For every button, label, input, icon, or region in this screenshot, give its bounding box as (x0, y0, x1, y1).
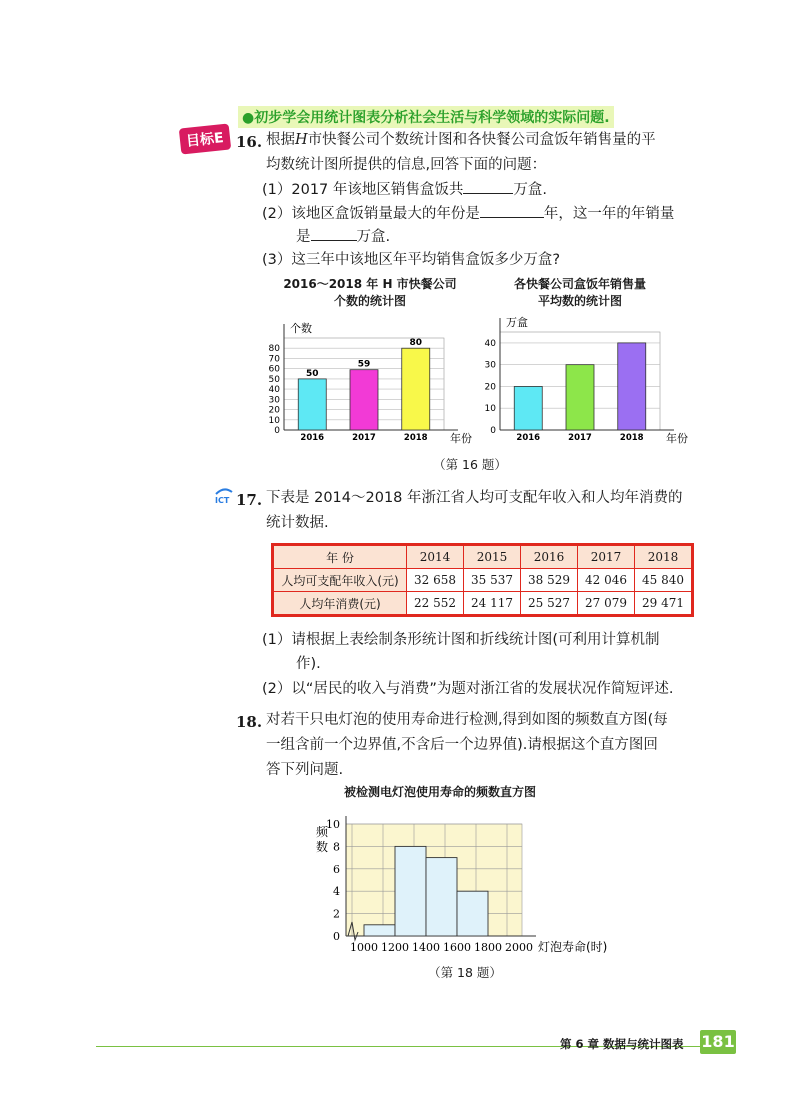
bar (350, 370, 378, 430)
table-cell: 人均可支配年收入(元) (274, 569, 407, 592)
table-cell: 25 527 (521, 592, 578, 615)
x-tick-label: 2016 (300, 433, 325, 443)
histogram-title: 被检测电灯泡使用寿命的频数直方图 (343, 785, 536, 799)
table-cell: 29 471 (635, 592, 692, 615)
data-label: 59 (357, 359, 371, 370)
y-tick-label: 10 (268, 415, 280, 426)
x-tick-label: 2018 (403, 433, 428, 443)
q17-number: 17. (236, 491, 263, 509)
q18-line3: 答下列问题. (266, 762, 344, 778)
y-tick-label: 20 (484, 382, 496, 393)
y-tick-label: 30 (484, 360, 496, 371)
table-cell: 45 840 (635, 569, 692, 592)
page-number: 181 (700, 1030, 736, 1054)
ict-label: ICT (215, 496, 230, 505)
y-tick-label: 4 (333, 885, 340, 899)
x-tick-label: 1200 (381, 941, 409, 954)
y-tick-label: 20 (268, 405, 280, 416)
table-cell: 35 537 (464, 569, 521, 592)
y-tick-label: 2 (333, 907, 340, 921)
answer-blank[interactable] (463, 177, 513, 194)
table-cell: 24 117 (464, 592, 521, 615)
q16-part1: (1）2017 年该地区销售盒饭共 万盒. (262, 177, 547, 203)
table-cell: 2014 (407, 546, 464, 569)
y-tick-label: 30 (268, 395, 280, 406)
table-header-row (274, 546, 692, 569)
y-tick-label: 10 (484, 404, 496, 415)
y-axis-label-2: 数 (316, 840, 329, 854)
bar (298, 379, 326, 430)
learning-goal: ●初步学会用统计图表分析社会生活与科学领域的实际问题. (238, 106, 614, 128)
histogram-bar (364, 925, 395, 936)
x-axis-label: 年份 (666, 432, 688, 445)
y-tick-label: 80 (268, 344, 280, 355)
answer-blank[interactable] (311, 224, 357, 241)
chart-avg-sales (478, 312, 690, 452)
q17-part1: (1）请根据上表绘制条形统计图和折线统计图(可利用计算机制 (262, 632, 660, 648)
q16-caption: （第 16 题） (433, 457, 507, 472)
histogram-bar (457, 891, 488, 936)
x-axis-label: 灯泡寿命(时) (538, 940, 608, 954)
table-cell: 2016 (521, 546, 578, 569)
chapter-label: 第 6 章 数据与统计图表 (560, 1037, 684, 1051)
y-axis-label: 万盒 (506, 316, 528, 329)
q18-number: 18. (236, 713, 263, 731)
data-label: 80 (409, 338, 423, 349)
y-tick-label: 0 (490, 426, 496, 436)
answer-blank[interactable] (480, 201, 544, 218)
y-tick-label: 70 (268, 354, 280, 365)
ict-icon (213, 484, 235, 506)
x-tick-label: 1400 (412, 941, 440, 954)
x-axis-label: 年份 (450, 432, 472, 445)
table-cell: 2015 (464, 546, 521, 569)
histogram-bar (395, 846, 426, 936)
table-cell: 2018 (635, 546, 692, 569)
bar (566, 365, 594, 430)
y-tick-label: 0 (333, 930, 340, 943)
table-row (274, 569, 692, 592)
q18-caption: （第 18 题） (428, 965, 502, 980)
y-axis-label: 个数 (290, 322, 312, 335)
y-tick-label: 10 (326, 818, 340, 831)
chart-company-count (262, 312, 474, 452)
q16-stem-line2: 均数统计图所提供的信息,回答下面的问题： (266, 157, 547, 173)
x-tick-label: 2017 (352, 433, 376, 443)
table-cell: 22 552 (407, 592, 464, 615)
table-cell: 42 046 (578, 569, 635, 592)
table-cell: 2017 (578, 546, 635, 569)
q17-stem-line2: 统计数据. (266, 515, 329, 531)
y-tick-label: 50 (268, 374, 280, 385)
x-tick-label: 1000 (350, 941, 378, 954)
table-cell: 27 079 (578, 592, 635, 615)
y-tick-label: 0 (274, 426, 280, 436)
histogram-bar (426, 858, 457, 936)
y-tick-label: 40 (484, 338, 496, 349)
x-tick-label: 2018 (619, 433, 644, 443)
chart1-title: 2016～2018 年 H 市快餐公司 个数的统计图 (283, 277, 457, 308)
q16-number: 16. (236, 133, 263, 151)
table-cell: 人均年消费(元) (274, 592, 407, 615)
q16-part3: (3）这三年中该地区年平均销售盒饭多少万盒? (262, 252, 561, 268)
q17-table-frame (271, 543, 694, 617)
q18-line1: 对若干只电灯泡的使用寿命进行检测,得到如图的频数直方图(每 (266, 712, 668, 728)
q16-stem-line1: 根据H市快餐公司个数统计图和各快餐公司盒饭年销售量的平 (266, 132, 656, 148)
q16-part2: (2）该地区盒饭销量最大的年份是 年，这一年的年销量 (262, 201, 674, 227)
y-axis-label-1: 频 (316, 825, 329, 839)
x-tick-label: 2000 (505, 941, 533, 954)
x-tick-label: 1800 (474, 941, 502, 954)
table-cell: 32 658 (407, 569, 464, 592)
q18-line2: 一组含前一个边界值,不含后一个边界值).请根据这个直方图回 (266, 737, 658, 753)
x-tick-label: 2016 (516, 433, 541, 443)
bar (402, 348, 430, 430)
q16-part2-cont: 是 万盒. (296, 224, 390, 250)
table-row (274, 592, 692, 615)
table-cell: 年 份 (274, 546, 407, 569)
x-tick-label: 2017 (568, 433, 592, 443)
q17-stats-table (273, 545, 692, 615)
chart2-title: 各快餐公司盒饭年销售量 平均数的统计图 (513, 277, 646, 308)
y-tick-label: 8 (333, 840, 340, 854)
y-tick-label: 60 (268, 364, 280, 375)
y-tick-label: 40 (268, 385, 280, 396)
table-cell: 38 529 (521, 569, 578, 592)
y-tick-label: 6 (333, 862, 340, 876)
histogram-bulb-life (300, 806, 630, 966)
data-label: 50 (305, 368, 319, 379)
bar (514, 386, 542, 430)
q17-stem-line1: 下表是 2014～2018 年浙江省人均可支配年收入和人均年消费的 (266, 490, 683, 506)
q17-part2: (2）以“居民的收入与消费”为题对浙江省的发展状况作简短评述. (262, 681, 674, 697)
q17-part1-cont: 作). (296, 656, 321, 672)
bar (618, 343, 646, 430)
goal-badge: 目标E (179, 123, 231, 154)
x-tick-label: 1600 (443, 941, 471, 954)
